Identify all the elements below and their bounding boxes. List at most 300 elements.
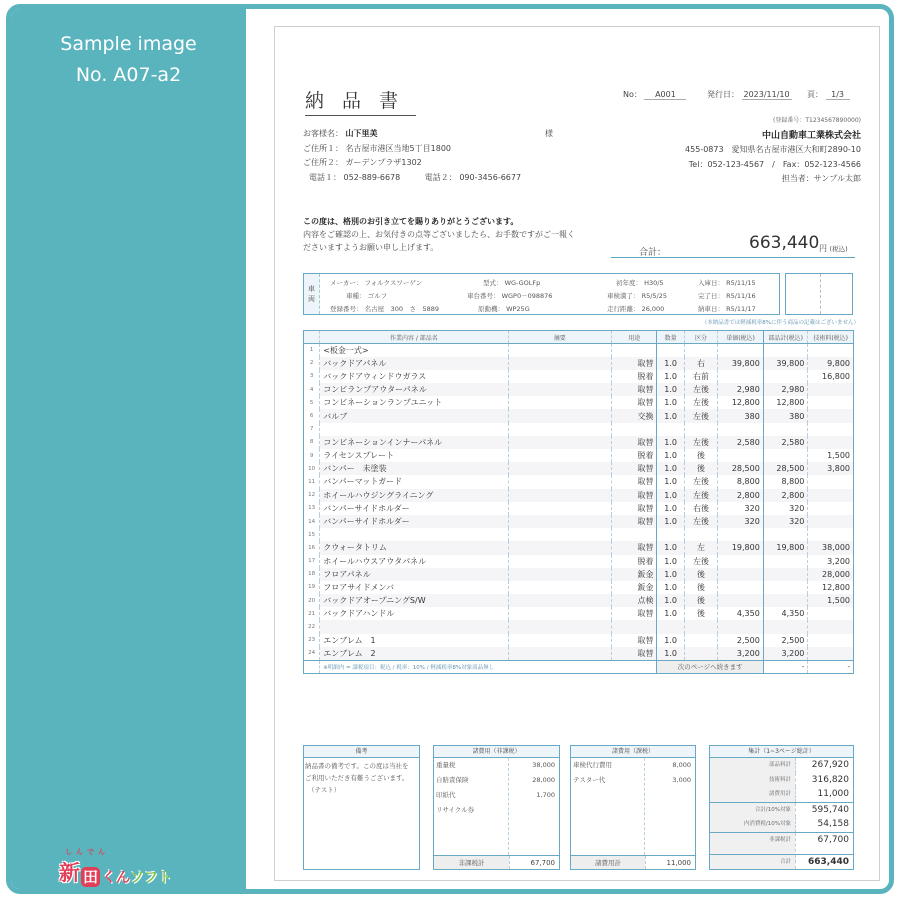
cell-tech — [808, 502, 854, 515]
tax-expenses-total — [571, 855, 695, 869]
cell-parts: 380 — [763, 409, 808, 422]
sidebar — [11, 9, 246, 889]
summary-subtotal-label: 合計/10%対象 — [710, 803, 795, 818]
cell-div: 右前 — [684, 370, 717, 383]
issue-date-value: 2023/11/10 — [743, 90, 790, 99]
continue-label: 次のページへ続きます — [657, 660, 763, 673]
company-name: 中山自動車工業株式会社 — [761, 130, 861, 141]
cell-price — [718, 581, 764, 594]
cell-parts — [763, 555, 808, 568]
cell-memo — [508, 423, 611, 436]
cell-no: 11 — [304, 475, 320, 488]
vehicle-delivery-date — [698, 304, 756, 313]
nontax-expense-row — [434, 788, 559, 803]
stamp-divider — [820, 274, 821, 314]
in-date-label: 入庫日： — [698, 279, 724, 287]
col-no — [304, 331, 320, 344]
engine-label: 原動機： — [478, 305, 504, 313]
cell-parts: 320 — [763, 502, 808, 515]
cell-tech: 3,800 — [808, 462, 854, 475]
cell-price: 2,800 — [718, 489, 764, 502]
col-qty: 数量 — [657, 331, 684, 344]
cell-parts — [763, 449, 808, 462]
cell-no: 10 — [304, 462, 320, 475]
cell-no: 7 — [304, 423, 320, 436]
cell-no: 2 — [304, 357, 320, 370]
cell-price: 4,350 — [718, 607, 764, 620]
table-row — [304, 647, 854, 660]
tax-expenses-box — [570, 745, 696, 870]
sample-frame — [6, 4, 894, 894]
cell-tech: 16,800 — [808, 370, 854, 383]
cell-no: 5 — [304, 396, 320, 409]
table-row — [304, 344, 854, 357]
sample-title — [11, 29, 246, 91]
cell-no: 21 — [304, 607, 320, 620]
cell-parts — [763, 620, 808, 633]
first-reg-value: H30/5 — [644, 279, 664, 287]
cell-use — [611, 423, 657, 436]
type-label: 型式： — [483, 279, 503, 287]
tax-expense-row — [571, 758, 695, 773]
cell-div: 左後 — [684, 409, 717, 422]
items-footer-row — [304, 660, 854, 673]
cell-tech — [808, 396, 854, 409]
thanks-line1: この度は、格別のお引き立てを賜りありがとうございます。 — [303, 217, 519, 226]
engine-value: WP25G — [506, 305, 530, 313]
cell-div: 左後 — [684, 475, 717, 488]
tax-expense-label: テスター代 — [573, 776, 606, 784]
cell-use: 取替 — [611, 634, 657, 647]
nontax-expense-value: 38,000 — [532, 761, 555, 769]
cell-price — [718, 423, 764, 436]
vehicle-grid — [320, 274, 779, 314]
footer-spacer — [304, 660, 320, 673]
tax-expense-row — [571, 773, 695, 788]
cell-use: 交換 — [611, 409, 657, 422]
cell-name: バンパーサイドホルダー — [320, 515, 508, 528]
vehicle-header-1: 車 — [308, 285, 315, 293]
cell-name: バックドアオープニングS/W — [320, 594, 508, 607]
cell-no: 23 — [304, 634, 320, 647]
table-row — [304, 607, 854, 620]
cell-tech — [808, 489, 854, 502]
cell-tech — [808, 528, 854, 541]
col-memo: 摘要 — [508, 331, 611, 344]
cell-parts — [763, 568, 808, 581]
vehicle-in-date — [698, 278, 756, 287]
nontax-expense-row — [434, 773, 559, 788]
doc-number-label: No： — [623, 90, 642, 99]
cell-qty: 1.0 — [657, 449, 684, 462]
cell-no: 3 — [304, 370, 320, 383]
cell-use: 取替 — [611, 396, 657, 409]
table-row — [304, 489, 854, 502]
cell-parts: 12,800 — [763, 396, 808, 409]
col-name: 作業内容 / 部品名 — [320, 331, 508, 344]
cell-parts: 4,350 — [763, 607, 808, 620]
cell-memo — [508, 515, 611, 528]
issue-date-label: 発行日： — [707, 90, 739, 99]
cell-name: クウォータトリム — [320, 541, 508, 554]
items-header-row — [304, 331, 854, 344]
cell-qty: 1.0 — [657, 541, 684, 554]
thanks-line2: 内容をご確認の上、お気付きの点等ございましたら、お手数ですがご一報く — [303, 230, 575, 239]
cell-memo — [508, 568, 611, 581]
cell-tech — [808, 423, 854, 436]
customer-name-label: お客様名： — [303, 129, 343, 138]
remarks-header: 備考 — [304, 746, 419, 758]
cell-name: ライセンスプレート — [320, 449, 508, 462]
grand-total-unit — [819, 243, 848, 254]
cell-qty: 1.0 — [657, 594, 684, 607]
cell-qty: 1.0 — [657, 383, 684, 396]
vehicle-done-date — [698, 291, 756, 300]
cell-use: 鈑金 — [611, 568, 657, 581]
cell-use: 取替 — [611, 607, 657, 620]
table-row — [304, 502, 854, 515]
cell-price: 380 — [718, 409, 764, 422]
model-label: 車種： — [346, 292, 366, 300]
company-tel-fax: Tel：052-123-4567 / Fax：052-123-4566 — [688, 159, 861, 169]
customer-honorific: 様 — [545, 129, 553, 138]
cell-name: バンパーサイドホルダー — [320, 502, 508, 515]
col-parts: 部品計(税込) — [763, 331, 808, 344]
cell-memo — [508, 528, 611, 541]
plate-label: 登録番号： — [330, 305, 363, 313]
cell-tech — [808, 634, 854, 647]
cell-tech — [808, 607, 854, 620]
doc-number-value: A001 — [644, 90, 686, 100]
done-date-label: 完了日： — [698, 292, 724, 300]
logo-kun: くん — [102, 870, 131, 886]
cell-memo — [508, 607, 611, 620]
cell-tech — [808, 475, 854, 488]
cell-price — [718, 528, 764, 541]
cell-price — [718, 370, 764, 383]
cell-parts: 2,580 — [763, 436, 808, 449]
cell-name: コンビランプアウターパネル — [320, 383, 508, 396]
done-date-value: R5/11/16 — [726, 292, 756, 300]
cell-qty: 1.0 — [657, 357, 684, 370]
cell-qty: 1.0 — [657, 568, 684, 581]
tel1-label: 電話１： — [309, 172, 341, 182]
cell-div — [684, 423, 717, 436]
cell-div: 左 — [684, 541, 717, 554]
vehicle-info — [303, 273, 780, 315]
cell-use: 取替 — [611, 489, 657, 502]
summary-tax-group — [710, 802, 853, 832]
cell-div — [684, 528, 717, 541]
cell-no: 15 — [304, 528, 320, 541]
cell-parts: 39,800 — [763, 357, 808, 370]
cell-parts — [763, 581, 808, 594]
summary-grand-row — [710, 855, 853, 870]
first-reg-label: 初年度： — [616, 279, 642, 287]
cell-price: 12,800 — [718, 396, 764, 409]
page-number — [807, 89, 850, 100]
cell-parts: 28,500 — [763, 462, 808, 475]
cell-qty — [657, 423, 684, 436]
cell-memo — [508, 620, 611, 633]
tax-footnote: ※明細内 = 課税項目：税込 / 税率：10% / 軽減税率8%対象商品無し — [320, 660, 657, 673]
cell-div — [684, 647, 717, 660]
cell-no: 12 — [304, 489, 320, 502]
cell-price: 2,980 — [718, 383, 764, 396]
cell-name: <板金一式> — [320, 344, 508, 357]
cell-div: 右 — [684, 357, 717, 370]
cell-use: 取替 — [611, 541, 657, 554]
cell-tech: 1,500 — [808, 594, 854, 607]
cell-memo — [508, 383, 611, 396]
table-row — [304, 436, 854, 449]
mileage-value: 26,000 — [641, 305, 665, 313]
cell-use: 脱着 — [611, 449, 657, 462]
issue-date — [707, 89, 792, 100]
cell-div: 後 — [684, 449, 717, 462]
cell-name: コンビネーションランプユニット — [320, 396, 508, 409]
cell-no: 8 — [304, 436, 320, 449]
col-div: 区分 — [684, 331, 717, 344]
nontax-expense-label: リサイクル券 — [436, 806, 475, 814]
cell-tech: 3,200 — [808, 555, 854, 568]
cell-use: 取替 — [611, 502, 657, 515]
vehicle-first-reg — [616, 278, 664, 287]
cell-price — [718, 344, 764, 357]
cell-no: 20 — [304, 594, 320, 607]
cell-div: 左後 — [684, 555, 717, 568]
customer-name: 山下里美 — [345, 129, 378, 138]
tel1: 052-889-6678 — [343, 172, 401, 182]
summary-subtotal — [710, 803, 853, 818]
cell-tech — [808, 409, 854, 422]
cell-no: 16 — [304, 541, 320, 554]
table-row — [304, 396, 854, 409]
stamp-box — [785, 273, 853, 315]
cell-parts: 320 — [763, 515, 808, 528]
vehicle-engine — [478, 304, 530, 313]
cell-price — [718, 568, 764, 581]
cell-tech — [808, 383, 854, 396]
cell-price — [718, 449, 764, 462]
table-row — [304, 581, 854, 594]
cell-use: 取替 — [611, 515, 657, 528]
cell-memo — [508, 541, 611, 554]
cell-div — [684, 344, 717, 357]
cell-price: 2,580 — [718, 436, 764, 449]
cell-no: 13 — [304, 502, 320, 515]
nontax-expense-label: 自賠責保険 — [436, 776, 469, 784]
cell-tech — [808, 620, 854, 633]
cell-no: 18 — [304, 568, 320, 581]
col-tech: 技術料(税込) — [808, 331, 854, 344]
cell-name: エンブレム 1 — [320, 634, 508, 647]
cell-memo — [508, 449, 611, 462]
cell-price: 3,200 — [718, 647, 764, 660]
nontax-total — [434, 855, 559, 869]
summary-tax-label: 内消費税/10%対象 — [710, 817, 795, 832]
cell-qty: 1.0 — [657, 436, 684, 449]
chassis-value: WGP0－098876 — [501, 292, 553, 300]
cell-use: 点検 — [611, 594, 657, 607]
company-info — [685, 114, 861, 187]
cell-price: 2,500 — [718, 634, 764, 647]
company-staff: 担当者：サンプル太郎 — [781, 174, 861, 183]
summary-tech-label: 技術料計 — [710, 773, 795, 788]
cell-price: 8,800 — [718, 475, 764, 488]
customer-info — [303, 127, 553, 185]
nontax-total-value: 67,700 — [509, 856, 559, 869]
thanks-message — [303, 215, 575, 254]
summary-box — [709, 745, 854, 870]
doc-number — [623, 89, 686, 100]
cell-qty: 1.0 — [657, 634, 684, 647]
summary-subtotal-value: 595,740 — [795, 803, 853, 818]
cell-parts: 2,800 — [763, 489, 808, 502]
cell-no: 19 — [304, 581, 320, 594]
cell-name — [320, 528, 508, 541]
cell-parts: 2,980 — [763, 383, 808, 396]
nontax-expense-label: 重量税 — [436, 761, 456, 769]
cell-parts: 3,200 — [763, 647, 808, 660]
cell-use: 取替 — [611, 383, 657, 396]
cell-memo — [508, 462, 611, 475]
tax-expense-value: 3,000 — [672, 776, 691, 784]
table-row — [304, 449, 854, 462]
cell-parts: 2,500 — [763, 634, 808, 647]
yen-label: 円 — [819, 244, 827, 253]
remarks-text — [304, 758, 419, 798]
table-row — [304, 528, 854, 541]
maker-label: メーカー： — [330, 279, 363, 287]
tax-expense-value: 8,000 — [672, 761, 691, 769]
cell-div: 後 — [684, 568, 717, 581]
cell-parts — [763, 344, 808, 357]
cell-price: 320 — [718, 515, 764, 528]
table-row — [304, 370, 854, 383]
table-row — [304, 462, 854, 475]
cell-name: コンビネーションインナーパネル — [320, 436, 508, 449]
summary-grand — [710, 854, 853, 870]
cell-price: 320 — [718, 502, 764, 515]
cell-no: 4 — [304, 383, 320, 396]
cell-use — [611, 344, 657, 357]
cell-div — [684, 620, 717, 633]
cell-div: 後 — [684, 594, 717, 607]
cell-tech — [808, 515, 854, 528]
cell-use — [611, 620, 657, 633]
cell-use: 脱着 — [611, 555, 657, 568]
address2-label: ご住所２： — [303, 158, 343, 167]
cell-memo — [508, 634, 611, 647]
summary-nontax-value: 67,700 — [795, 833, 853, 862]
cell-qty: 1.0 — [657, 515, 684, 528]
cell-memo — [508, 370, 611, 383]
nontax-expense-row — [434, 758, 559, 773]
cell-memo — [508, 647, 611, 660]
cell-use: 取替 — [611, 357, 657, 370]
grand-total — [611, 233, 855, 258]
cell-price: 28,500 — [718, 462, 764, 475]
address1: 名古屋市港区当地5丁目1800 — [345, 143, 451, 153]
summary-expense-value: 11,000 — [795, 787, 853, 802]
parts-subtotal: - — [763, 660, 808, 673]
cell-use: 取替 — [611, 462, 657, 475]
vehicle-maker — [330, 278, 422, 287]
cell-tech: 1,500 — [808, 449, 854, 462]
summary-tech-value: 316,820 — [795, 773, 853, 788]
cell-no: 24 — [304, 647, 320, 660]
cell-memo — [508, 409, 611, 422]
chassis-label: 車台番号： — [467, 292, 500, 300]
cell-qty: 1.0 — [657, 489, 684, 502]
cell-div: 左後 — [684, 383, 717, 396]
cell-qty: 1.0 — [657, 555, 684, 568]
tel2-label: 電話２： — [424, 172, 457, 182]
nontax-expense-value: 28,000 — [532, 776, 555, 784]
cell-memo — [508, 357, 611, 370]
cell-div: 後 — [684, 607, 717, 620]
col-price: 単価(税込) — [718, 331, 764, 344]
cell-qty — [657, 620, 684, 633]
table-row — [304, 515, 854, 528]
cell-qty: 1.0 — [657, 647, 684, 660]
cell-name: フロアパネル — [320, 568, 508, 581]
cell-price: 39,800 — [718, 357, 764, 370]
cell-name: ホイールハウスアウタパネル — [320, 555, 508, 568]
nontax-expense-value: 1,700 — [536, 791, 555, 799]
cell-price — [718, 594, 764, 607]
address2: ガーデンプラザ1302 — [345, 158, 422, 167]
cell-name — [320, 620, 508, 633]
nontax-total-label: 非課税計 — [458, 859, 485, 867]
cell-memo — [508, 396, 611, 409]
tax-expenses-header: 諸費用（課税） — [571, 746, 695, 758]
cell-memo — [508, 475, 611, 488]
logo-kanji-shin: 新 — [59, 861, 80, 885]
cell-div: 右後 — [684, 502, 717, 515]
summary-parts-label: 部品料計 — [710, 758, 795, 773]
table-row — [304, 383, 854, 396]
cell-tech: 38,000 — [808, 541, 854, 554]
remarks-line1: 納品書の備考です。この度は当社を — [305, 762, 409, 770]
logo-ruby: しんでん — [65, 848, 109, 856]
summary-expense-label: 諸費用計 — [710, 787, 795, 802]
mileage-label: 走行距離： — [607, 305, 640, 313]
cell-qty — [657, 528, 684, 541]
summary-expense — [710, 787, 853, 802]
delivery-date-label: 納車日： — [698, 305, 724, 313]
vehicle-inspection — [607, 291, 667, 300]
cell-qty: 1.0 — [657, 502, 684, 515]
tax-included-label: (税込) — [829, 245, 848, 253]
page-number-label: 頁： — [807, 90, 823, 99]
remarks-line3: （テスト） — [308, 786, 341, 794]
cell-tech — [808, 344, 854, 357]
cell-parts: 8,800 — [763, 475, 808, 488]
tel2: 090-3456-6677 — [459, 172, 522, 182]
type-value: WG-GOLFp — [504, 279, 541, 287]
document-title: 納品書 — [305, 86, 416, 116]
cell-div: 左後 — [684, 489, 717, 502]
cell-tech — [808, 647, 854, 660]
in-date-value: R5/11/15 — [726, 279, 756, 287]
summary-tax-value: 54,158 — [795, 817, 853, 832]
nontax-expenses-header: 諸費用（非課税） — [434, 746, 559, 758]
logo-soft: ソフト — [130, 870, 173, 886]
cell-qty — [657, 344, 684, 357]
summary-header: 集計（1~3ページ総計） — [710, 746, 853, 758]
